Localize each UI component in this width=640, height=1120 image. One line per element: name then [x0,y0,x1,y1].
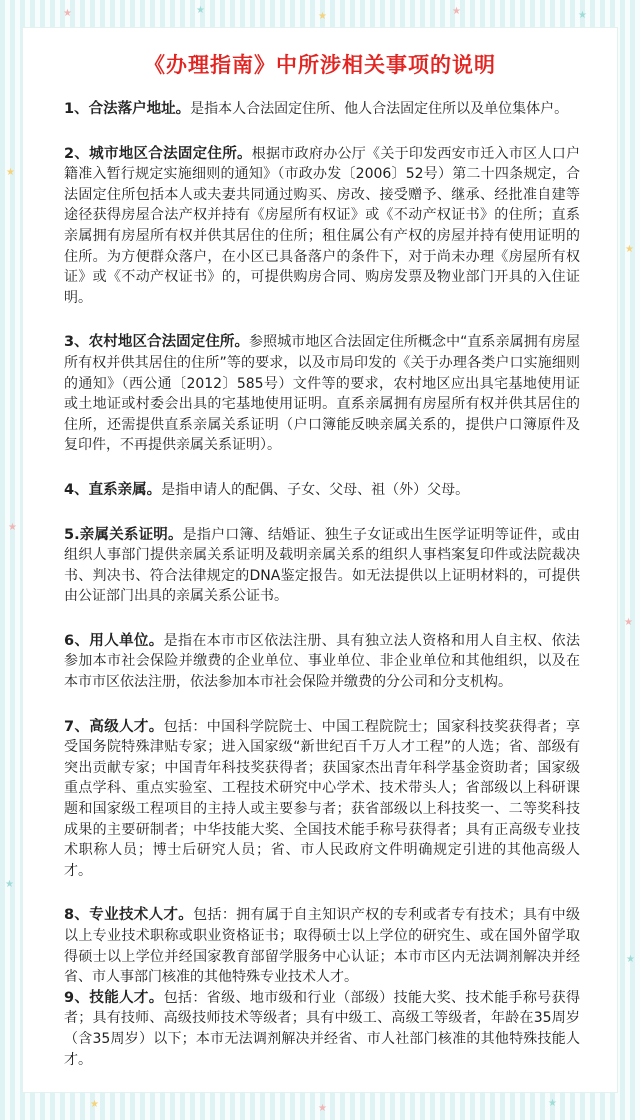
star-icon: ★ [625,244,634,255]
paragraph-item-8 [64,905,580,987]
item-heading: 6、用人单位。 [64,632,164,649]
item-heading: 2、城市地区合法固定住所。 [64,145,252,162]
item-heading: 3、农村地区合法固定住所。 [64,334,250,351]
item-heading: 8、专业技术人才。 [64,907,194,924]
item-heading: 1、合法落户地址。 [64,101,191,117]
item-heading: 9、技能人才。 [64,989,164,1006]
paragraph-item-1 [64,99,580,120]
star-icon: ★ [63,8,72,19]
paragraph-item-6 [64,631,580,693]
item-text: 是指在本市市区依法注册、具有独立法人资格和用人自主权、依法参加本市社会保险并缴费的企业单位、事业单位、非企业单位和其他组织，以及在本市市区依法注册，依法参加本市社会保险并缴费的分公司和分支机构。 [64,632,580,691]
star-icon: ★ [624,617,633,628]
item-text: 包括：省级、地市级和行业（部级）技能大奖、技术能手称号获得者；具有技师、高级技师技术等级者；具有中级工、高级工等级者，年龄在35周岁（含35周岁）以下；本市无法调剂解决并经省、市人社部门核准的其他特殊技能人才。 [64,989,580,1068]
paragraph-item-7 [64,717,580,882]
item-heading: 7、高级人才。 [64,718,164,735]
page-title: 《办理指南》中所涉相关事项的说明 [144,53,496,77]
item-text: 参照城市地区合法固定住所概念中“直系亲属拥有房屋所有权并供其居住的住所”等的要求，以及市局印发的《关于办理各类户口实施细则的通知》（西公通〔2012〕585号）文件等的要求，农村地区应出具宅基地使用证或土地证或村委会出具的宅基地使用证明。直系亲属拥有房屋所有权并供其居住的住所，还需提供直系亲属关系证明（户口簿能反映亲属关系的，提供户口簿原件及复印件，不再提供亲属关系证明）。 [64,334,580,454]
item-text: 是指户口簿、结婚证、独生子女证或出生医学证明等证件，或由组织人事部门提供亲属关系证明及载明亲属关系的组织人事档案复印件或法院裁决书、判决书、符合法律规定的DNA鉴定报告。如无法提供以上证明材料的，可提供由公证部门出具的亲属关系公证书。 [64,526,580,605]
item-text: 是指本人合法固定住所、他人合法固定住所以及单位集体户。 [190,101,569,117]
star-icon: ★ [626,954,635,965]
star-icon: ★ [90,1099,99,1110]
item-text: 包括：中国科学院院士、中国工程院院士；国家科技奖获得者；享受国务院特殊津贴专家；进入国家级“新世纪百千万人才工程”的人选；省、部级有突出贡献专家；中国青年科技奖获得者；获国家杰出青年科学基金资助者；国家级重点学科、重点实验室、工程技术研究中心学术、技术带头人；省部级以上科研课题和国家级工程项目的主持人或主要参与者；获省部级以上科技奖一、二等奖科技成果的主要研制者；中华技能大奖、全国技术能手称号获得者；具有正高级专业技术职称人员；博士后研究人员；省、市人民政府文件明确规定引进的其他高级人才。 [64,718,580,879]
paragraph-item-2 [64,144,580,309]
item-heading: 4、直系亲属。 [64,481,162,498]
star-icon: ★ [318,1103,327,1114]
star-icon: ★ [318,11,327,22]
document-body [64,99,580,1070]
star-icon: ★ [6,167,15,178]
paragraph-item-5 [64,525,580,607]
item-text: 根据市政府办公厅《关于印发西安市迁入市区人口户籍准入暂行规定实施细则的通知》（市政办发〔2006〕52号）第二十四条规定，合法固定住所包括本人或夫妻共同通过购买、房改、接受赠予、继承、经批准自建等途径获得房屋合法产权并持有《房屋所有权证》或《不动产权证书》的住所；直系亲属拥有房屋所有权并供其居住的住所；租住属公有产权的房屋并持有使用证明的住所。为方便群众落户，在小区已具备落户的条件下，对于尚未办理《房屋所有权证》或《不动产权证书》的，可提供购房合同、购房发票及物业部门开具的入住证明。 [64,145,581,306]
paragraph-item-9 [64,988,580,1070]
star-icon: ★ [548,1098,557,1109]
star-icon: ★ [8,522,17,533]
item-heading: 5.亲属关系证明。 [64,526,183,543]
star-icon: ★ [452,6,461,17]
item-text: 是指申请人的配偶、子女、父母、祖（外）父母。 [161,481,470,498]
paragraph-item-3 [64,332,580,456]
item-text: 包括：拥有属于自主知识产权的专利或者专有技术；具有中级以上专业技术职称或职业资格证书；取得硕士以上学位的研究生、或在国外留学取得硕士以上学位并经国家教育部留学服务中心认证；本市市区内无法调剂解决并经省、市人事部门核准的其他特殊专业技术人才。 [64,907,580,986]
star-icon: ★ [5,879,14,890]
paragraph-item-4 [64,480,580,501]
star-icon: ★ [196,5,205,16]
star-icon: ★ [578,10,587,21]
